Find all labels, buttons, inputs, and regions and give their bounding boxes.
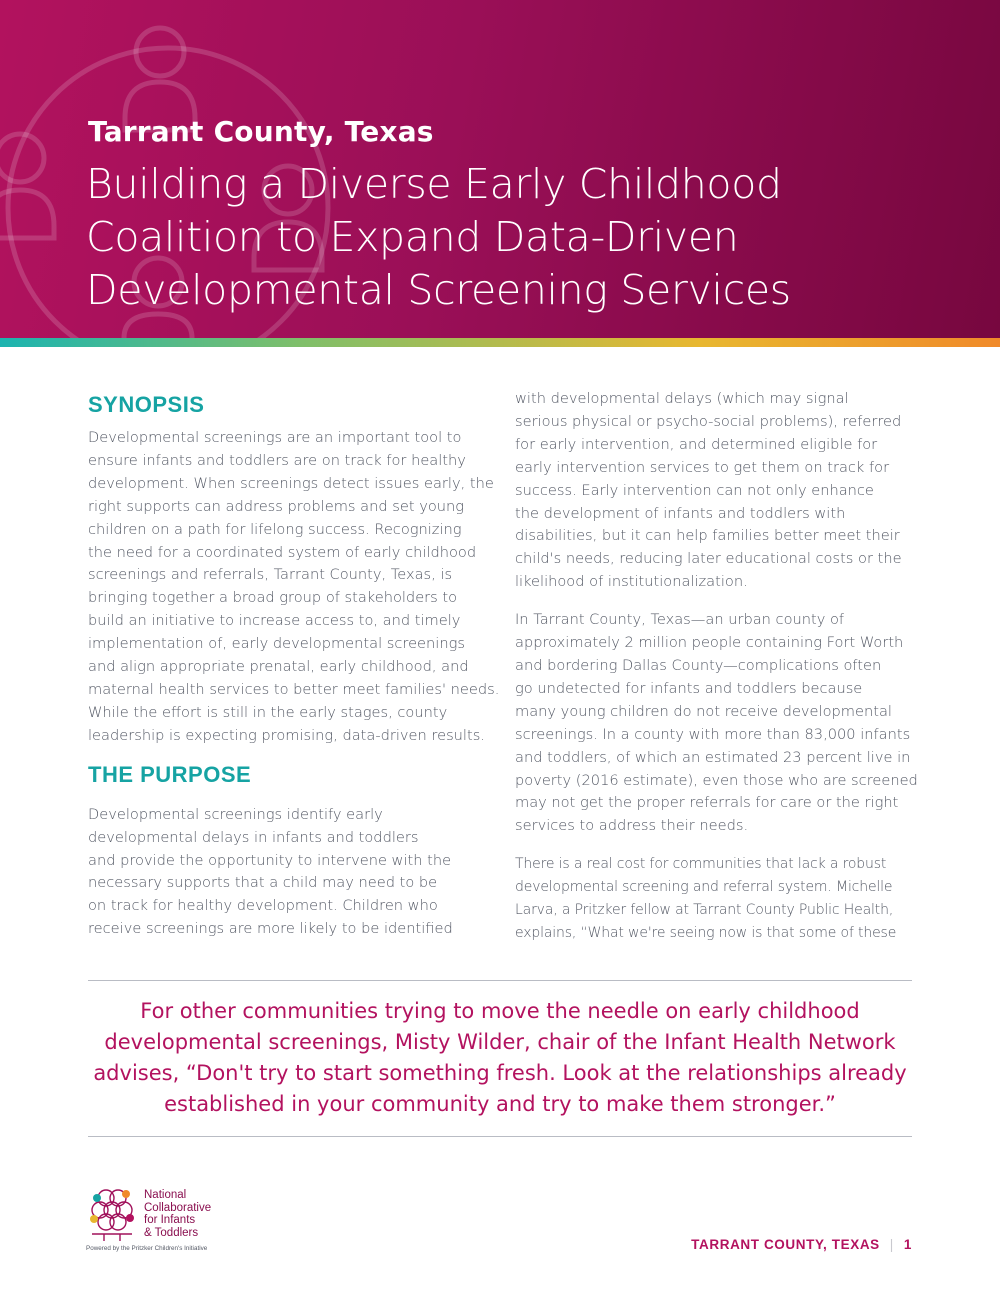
text-line: development. When screenings detect issues early, the bbox=[88, 474, 494, 492]
quote-line: established in your community and try to make them stronger.” bbox=[164, 1092, 836, 1116]
text-line: and toddlers, of which an estimated 23 percent live in bbox=[515, 748, 911, 766]
text-line: screenings. In a county with more than 83,000 infants bbox=[515, 725, 911, 743]
synopsis-paragraph bbox=[88, 427, 500, 748]
right-column bbox=[515, 388, 920, 945]
quote-line: For other communities trying to move the needle on early childhood bbox=[140, 999, 860, 1023]
title-line: Building a Diverse Early Childhood bbox=[86, 160, 782, 208]
text-line: poverty (2016 estimate), even those who are screened bbox=[515, 771, 918, 789]
text-line: While the effort is still in the early stages, county bbox=[88, 703, 448, 721]
text-line: services to address their needs. bbox=[515, 817, 749, 835]
text-line: bringing together a broad group of stakeholders to bbox=[88, 589, 458, 607]
text-line: on track for healthy development. Children who bbox=[88, 897, 438, 915]
text-line: developmental screening and referral system. Michelle bbox=[515, 879, 893, 896]
logo-line: National bbox=[144, 1189, 187, 1201]
footer-separator: | bbox=[889, 1237, 894, 1252]
text-line: There is a real cost for communities that lack a robust bbox=[515, 856, 887, 873]
text-line: leadership is expecting promising, data-driven results. bbox=[88, 726, 485, 744]
page-kicker: Tarrant County, Texas bbox=[88, 115, 434, 148]
text-line: the development of infants and toddlers with bbox=[515, 504, 846, 522]
text-line: may not get the proper referrals for care or the right bbox=[515, 794, 899, 812]
page-title bbox=[86, 158, 946, 317]
text-line: screenings and referrals, Tarrant County, Texas, is bbox=[88, 566, 453, 584]
text-line: developmental delays in infants and toddlers bbox=[88, 828, 419, 846]
body-paragraph bbox=[515, 853, 920, 945]
text-line: for early intervention, and determined eligible for bbox=[515, 435, 878, 453]
pull-quote bbox=[88, 996, 912, 1120]
text-line: serious physical or psycho-social problems), referred bbox=[515, 412, 902, 430]
text-line: success. Early intervention can not only enhance bbox=[515, 481, 874, 499]
logo-line: for Infants bbox=[144, 1214, 196, 1226]
logo-line: & Toddlers bbox=[144, 1226, 199, 1239]
text-line: and bordering Dallas County—complications often bbox=[515, 656, 882, 674]
text-line: In Tarrant County, Texas—an urban county of bbox=[515, 611, 845, 629]
page-footer bbox=[691, 1237, 912, 1252]
gradient-stripe bbox=[0, 338, 1000, 347]
header-banner bbox=[0, 0, 1000, 338]
text-line: receive screenings are more likely to be identified bbox=[88, 920, 453, 938]
text-line: build an initiative to increase access to, and timely bbox=[88, 612, 461, 630]
synopsis-heading: SYNOPSIS bbox=[88, 392, 205, 417]
purpose-heading: THE PURPOSE bbox=[88, 761, 252, 787]
text-line: go undetected for infants and toddlers because bbox=[515, 679, 863, 697]
text-line: implementation of, early developmental screenings bbox=[88, 635, 465, 653]
text-line: Larva, a Pritzker fellow at Tarrant County Public Health, bbox=[515, 902, 894, 919]
text-line: early intervention services to get them on track for bbox=[515, 458, 890, 476]
title-line: Coalition to Expand Data-Driven bbox=[86, 213, 739, 261]
quote-line: advises, “Don't try to start something fresh. Look at the relationships already bbox=[93, 1061, 907, 1085]
body-paragraph bbox=[515, 609, 920, 838]
organization-logo bbox=[86, 1186, 256, 1256]
text-line: explains, “What we're seeing now is that some of these bbox=[515, 924, 897, 941]
text-line: child's needs, reducing later educational costs or the bbox=[515, 550, 902, 568]
text-line: Developmental screenings identify early bbox=[88, 805, 383, 823]
text-line: Developmental screenings are an important tool to bbox=[88, 429, 462, 446]
logo-line: Collaborative bbox=[144, 1201, 212, 1214]
text-line: children on a path for lifelong success. Recognizing bbox=[88, 520, 462, 538]
title-line: Developmental Screening Services bbox=[86, 266, 791, 314]
text-line: the need for a coordinated system of early childhood bbox=[88, 543, 477, 561]
footer-label: TARRANT COUNTY, TEXAS bbox=[691, 1237, 880, 1252]
purpose-paragraph bbox=[88, 804, 488, 941]
left-column bbox=[88, 392, 500, 941]
text-line: and align appropriate prenatal, early childhood, and bbox=[88, 658, 469, 676]
quote-line: developmental screenings, Misty Wilder, chair of the Infant Health Network bbox=[104, 1030, 896, 1054]
logo-wordmark bbox=[144, 1189, 211, 1239]
text-line: maternal health services to better meet families' needs. bbox=[88, 680, 500, 698]
divider bbox=[88, 980, 912, 981]
text-line: approximately 2 million people containing Fort Worth bbox=[515, 634, 904, 652]
text-line: with developmental delays (which may signal bbox=[515, 390, 849, 407]
body-paragraph bbox=[515, 388, 920, 594]
divider bbox=[88, 1136, 912, 1137]
text-line: many young children do not receive developmental bbox=[515, 702, 892, 720]
text-line: right supports can address problems and set young bbox=[88, 497, 465, 515]
logo-tagline: Powered by the Pritzker Children's Initiative bbox=[86, 1245, 208, 1252]
text-line: disabilities, but it can help families better meet their bbox=[515, 527, 900, 545]
text-line: likelihood of institutionalization. bbox=[515, 573, 748, 591]
flower-logo-icon bbox=[86, 1186, 142, 1244]
text-line: ensure infants and toddlers are on track for healthy bbox=[88, 451, 466, 469]
text-line: and provide the opportunity to intervene with the bbox=[88, 851, 452, 869]
text-line: necessary supports that a child may need to be bbox=[88, 874, 438, 892]
page-number: 1 bbox=[903, 1237, 912, 1252]
